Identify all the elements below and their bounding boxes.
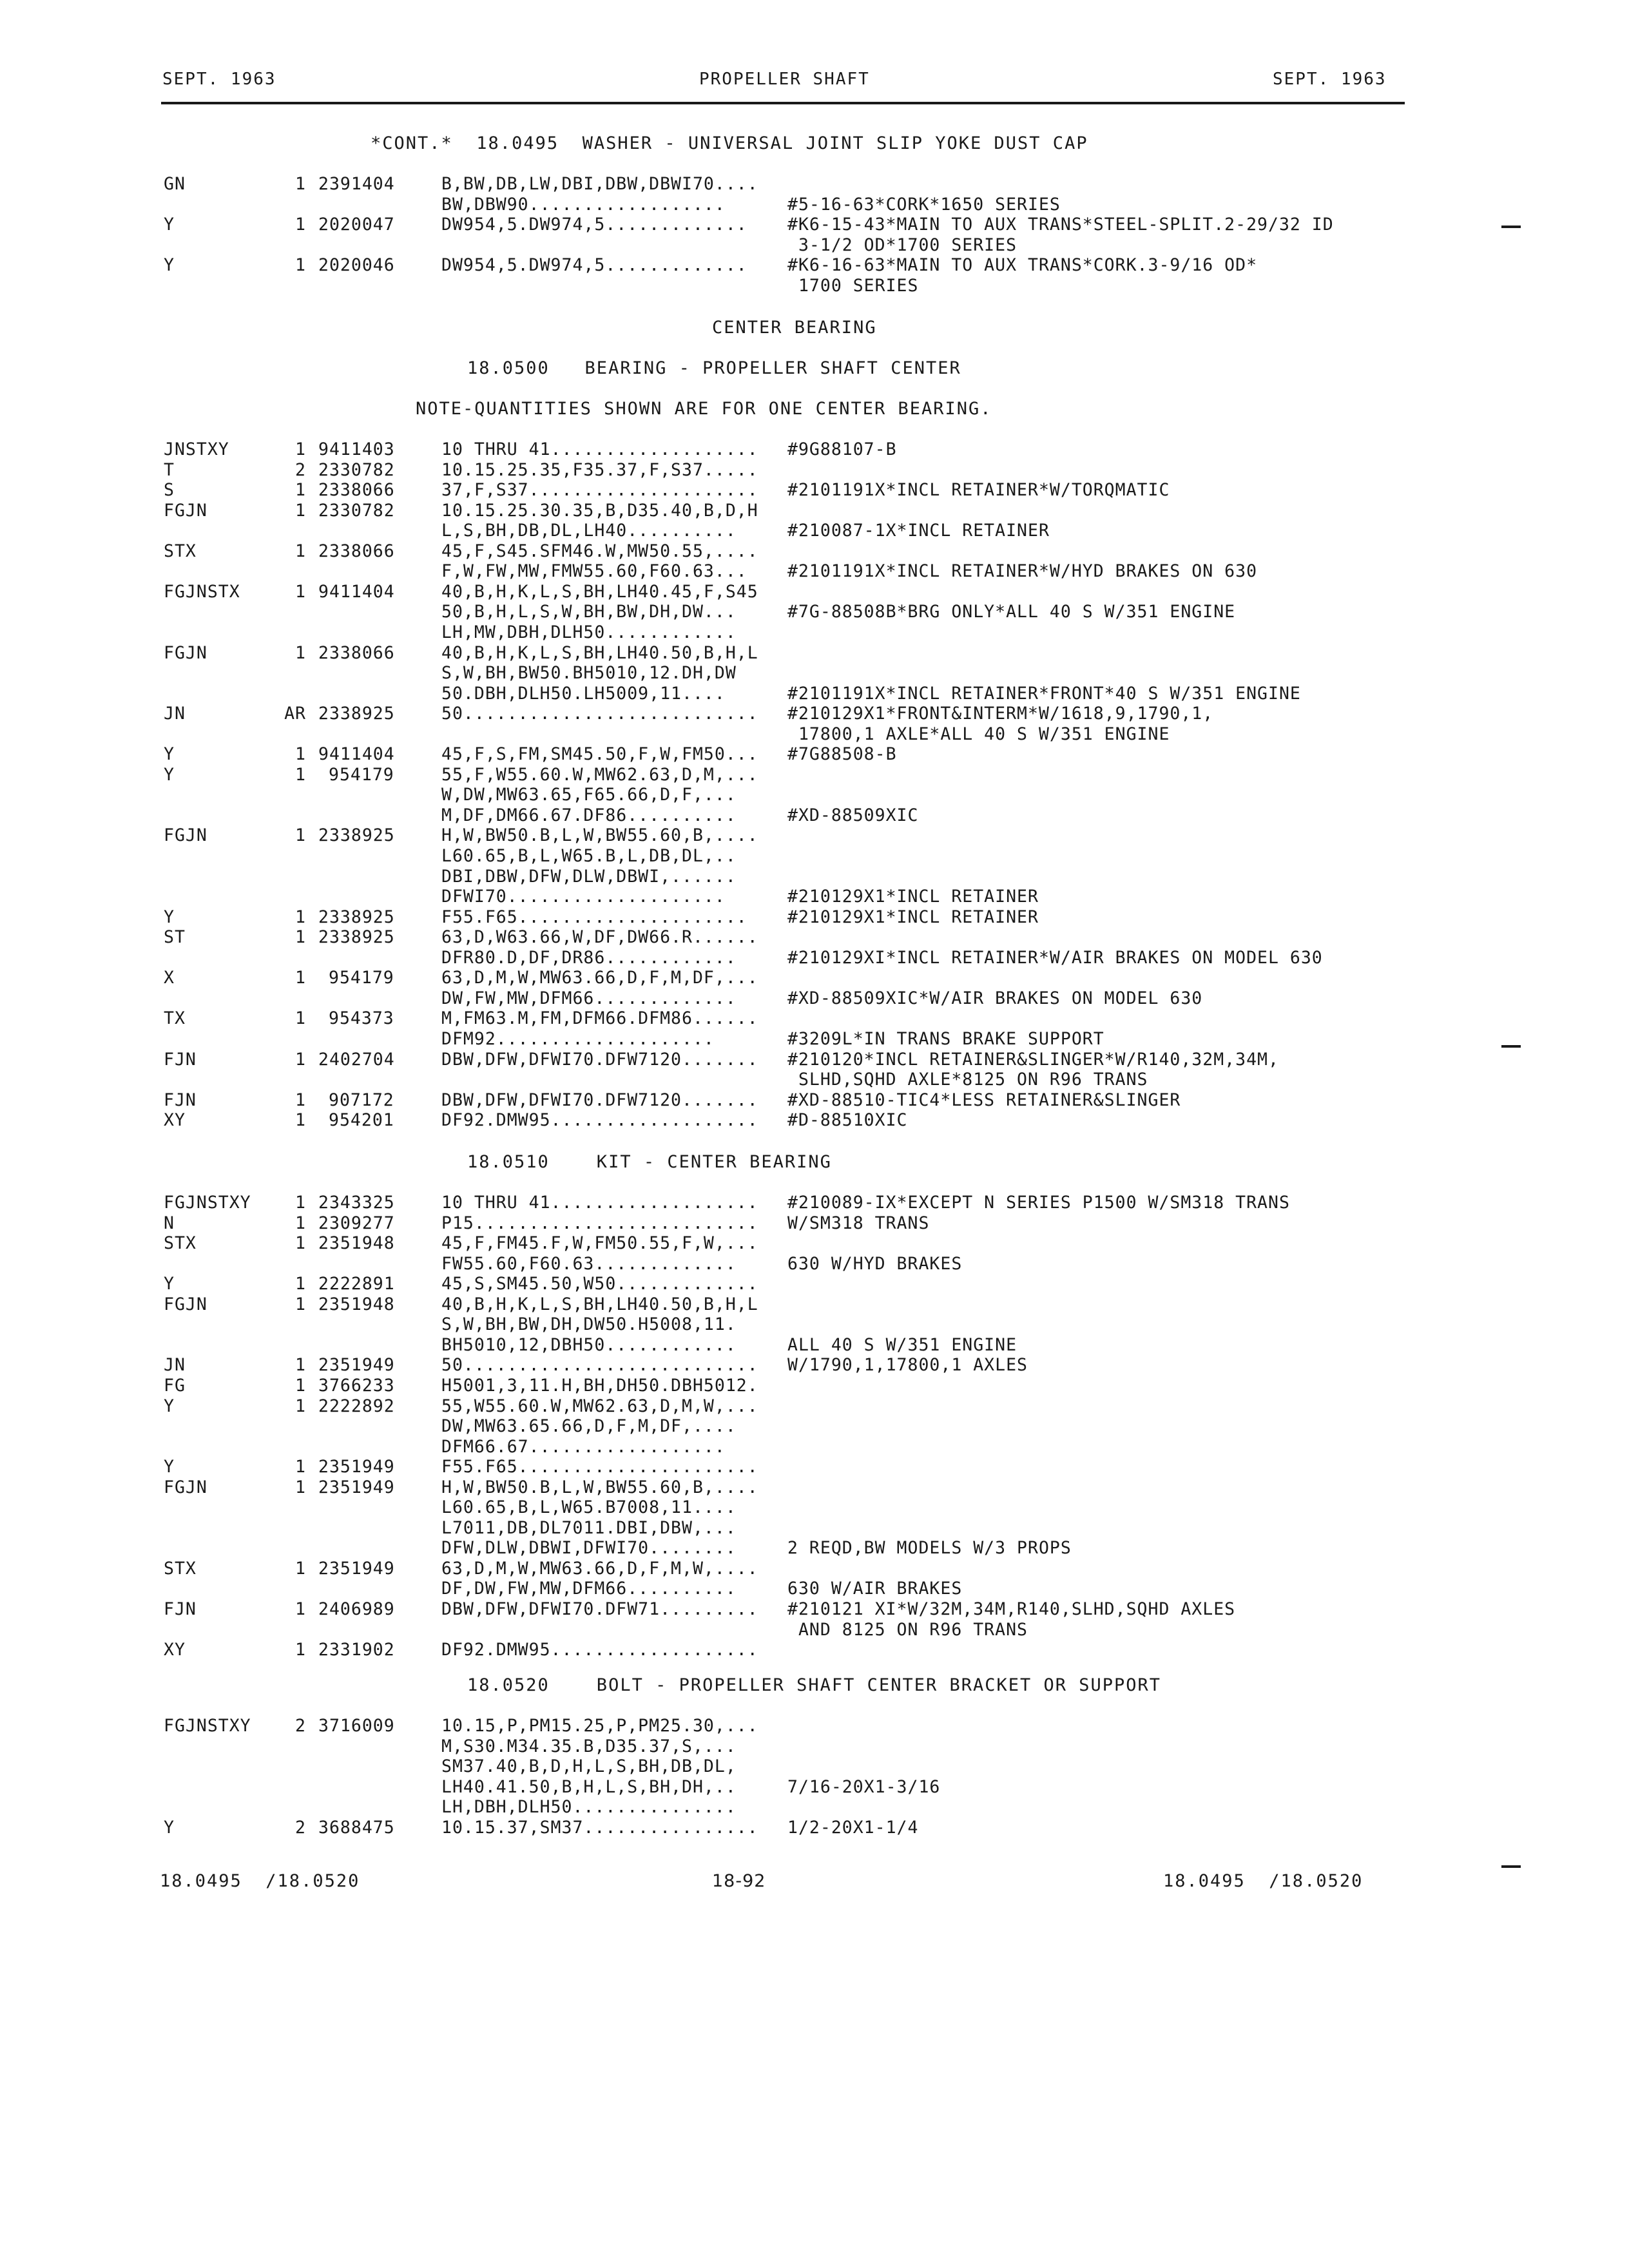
quantity: 1 (295, 439, 306, 459)
model-code: Y (164, 764, 175, 785)
catalog-row (0, 1716, 1629, 1736)
part-note: #3209L*IN TRANS BRAKE SUPPORT (787, 1028, 1104, 1049)
catalog-row (0, 1777, 1629, 1798)
catalog-row (0, 1029, 1629, 1050)
usage-list: BW,DBW90.................. (441, 194, 726, 215)
catalog-row (0, 501, 1629, 521)
usage-list: DBW,DFW,DFWI70.DFW71......... (441, 1599, 758, 1619)
part-note: SLHD,SQHD AXLE*8125 ON R96 TRANS (787, 1070, 1148, 1090)
usage-list: FW55.60,F60.63............. (441, 1253, 737, 1274)
catalog-row (0, 1008, 1629, 1029)
catalog-row (0, 704, 1629, 724)
model-code: JNSTXY (164, 439, 229, 459)
catalog-row (0, 1213, 1629, 1234)
quantity: 1 (295, 1193, 306, 1213)
part-note: #210121 XI*W/32M,34M,R140,SLHD,SQHD AXLES (787, 1599, 1236, 1619)
part-number: 2351948 (318, 1294, 395, 1314)
quantity: 1 (295, 1355, 306, 1376)
catalog-row (0, 582, 1629, 602)
usage-list: 10 THRU 41................... (441, 439, 758, 459)
catalog-row (0, 1110, 1629, 1131)
part-note: #2101191X*INCL RETAINER*W/TORQMATIC (787, 480, 1170, 501)
usage-list: B,BW,DB,LW,DBI,DBW,DBWI70.... (441, 174, 758, 194)
usage-list: W,DW,MW63.65,F65.66,D,F,... (441, 785, 737, 805)
catalog-row (0, 785, 1629, 805)
part-note: #210120*INCL RETAINER&SLINGER*W/R140,32M,34M, (787, 1049, 1279, 1070)
catalog-row (0, 968, 1629, 988)
quantity: 1 (295, 255, 306, 276)
catalog-row (0, 1457, 1629, 1477)
model-code: FGJN (164, 1477, 207, 1497)
usage-list: 40,B,H,K,L,S,BH,LH40.50,B,H,L (441, 642, 758, 663)
part-note: #210129XI*INCL RETAINER*W/AIR BRAKES ON MODEL 630 (787, 947, 1323, 968)
catalog-row (0, 521, 1629, 541)
model-code: FG (164, 1375, 186, 1396)
usage-list: 50,B,H,L,S,W,BH,BW,DH,DW... (441, 602, 737, 622)
usage-list: 45,S,SM45.50,W50............. (441, 1274, 758, 1294)
model-code: Y (164, 1274, 175, 1294)
model-code: FGJN (164, 642, 207, 663)
catalog-row (0, 927, 1629, 948)
footer-left-range: 18.0495 /18.0520 (160, 1871, 360, 1891)
part-number: 2338066 (318, 541, 395, 561)
usage-list: DBW,DFW,DFWI70.DFW7120....... (441, 1090, 758, 1110)
catalog-row (0, 1797, 1629, 1818)
catalog-row (0, 907, 1629, 928)
catalog-row (0, 439, 1629, 460)
model-code: FJN (164, 1599, 197, 1619)
section-heading: *CONT.* 18.0495 WASHER - UNIVERSAL JOINT SLIP YOKE DUST CAP (371, 133, 1088, 153)
part-number: 2338066 (318, 480, 395, 501)
catalog-row (0, 1254, 1629, 1274)
model-code: Y (164, 255, 175, 276)
usage-list: DW954,5.DW974,5............. (441, 215, 747, 235)
usage-list: 50........................... (441, 704, 758, 724)
catalog-row (0, 805, 1629, 826)
quantity: 1 (295, 825, 306, 846)
usage-list: H5001,3,11.H,BH,DH50.DBH5012. (441, 1375, 758, 1396)
part-number: 954179 (329, 968, 394, 988)
usage-list: DFWI70.................... (441, 887, 726, 907)
quantity: 2 (295, 459, 306, 480)
quantity: 1 (295, 1640, 306, 1660)
catalog-row (0, 1579, 1629, 1599)
usage-list: DFW,DLW,DBWI,DFWI70........ (441, 1538, 737, 1559)
usage-list: F55.F65...................... (441, 1457, 758, 1477)
usage-list: DFR80.D,DF,DR86............ (441, 947, 737, 968)
usage-list: DF,DW,FW,MW,DFM66.......... (441, 1579, 737, 1599)
model-code: X (164, 968, 175, 988)
catalog-row (0, 602, 1629, 622)
catalog-row (0, 1620, 1629, 1640)
part-number: 2222891 (318, 1274, 395, 1294)
part-number: 2351949 (318, 1558, 395, 1579)
part-number: 954373 (329, 1008, 394, 1029)
model-code: FGJNSTX (164, 581, 240, 602)
model-code: N (164, 1213, 175, 1233)
quantity: 1 (295, 581, 306, 602)
model-code: FGJN (164, 500, 207, 521)
quantity: 1 (295, 500, 306, 521)
part-note: 1/2-20X1-1/4 (787, 1817, 919, 1838)
quantity: 1 (295, 1049, 306, 1070)
catalog-row (0, 1070, 1629, 1090)
part-note: #7G88508-B (787, 744, 897, 765)
quantity: 1 (295, 215, 306, 235)
catalog-row (0, 1376, 1629, 1396)
quantity: 1 (295, 1213, 306, 1233)
part-number: 2402704 (318, 1049, 395, 1070)
quantity: 1 (295, 174, 306, 194)
usage-list: M,S30.M34.35.B,D35.37,S,... (441, 1736, 737, 1756)
quantity: 1 (295, 642, 306, 663)
quantity: 1 (295, 1274, 306, 1294)
catalog-row (0, 1274, 1629, 1294)
usage-list: DW,FW,MW,DFM66............. (441, 988, 737, 1008)
quantity: 1 (295, 1396, 306, 1416)
catalog-row (0, 1233, 1629, 1254)
model-code: T (164, 459, 175, 480)
section-heading: NOTE-QUANTITIES SHOWN ARE FOR ONE CENTER BEARING. (416, 399, 992, 419)
usage-list: 10 THRU 41................... (441, 1193, 758, 1213)
model-code: FGJNSTXY (164, 1193, 251, 1213)
quantity: 2 (295, 1817, 306, 1838)
part-number: 2338925 (318, 825, 395, 846)
catalog-row (0, 1193, 1629, 1213)
part-note: AND 8125 ON R96 TRANS (787, 1619, 1028, 1640)
part-number: 2330782 (318, 459, 395, 480)
catalog-row (0, 622, 1629, 643)
catalog-row (0, 744, 1629, 765)
part-note: #XD-88510-TIC4*LESS RETAINER&SLINGER (787, 1090, 1181, 1110)
usage-list: 10.15.37,SM37................ (441, 1817, 758, 1838)
catalog-row (0, 765, 1629, 785)
quantity: 1 (295, 1008, 306, 1029)
catalog-row (0, 867, 1629, 887)
usage-list: 50.DBH,DLH50.LH5009,11.... (441, 683, 726, 704)
usage-list: H,W,BW50.B,L,W,BW55.60,B,.... (441, 1477, 758, 1497)
part-note: #210129X1*INCL RETAINER (787, 907, 1039, 927)
model-code: Y (164, 907, 175, 927)
header-rule (161, 102, 1405, 104)
catalog-row (0, 1416, 1629, 1437)
model-code: ST (164, 927, 186, 948)
usage-list: M,DF,DM66.67.DF86.......... (441, 805, 737, 825)
catalog-row (0, 887, 1629, 907)
part-number: 2391404 (318, 174, 395, 194)
quantity: 1 (295, 744, 306, 765)
section-heading: 18.0510 KIT - CENTER BEARING (467, 1152, 832, 1172)
usage-list: LH40.41.50,B,H,L,S,BH,DH,.. (441, 1776, 737, 1797)
usage-list: 63,D,W63.66,W,DF,DW66.R...... (441, 927, 758, 948)
footer-page-number: 18-92 (712, 1871, 766, 1891)
part-note: W/1790,1,17800,1 AXLES (787, 1355, 1028, 1376)
catalog-row (0, 1090, 1629, 1111)
catalog-row (0, 195, 1629, 215)
catalog-row (0, 255, 1629, 276)
header-title: PROPELLER SHAFT (699, 70, 870, 89)
margin-mark (1501, 1045, 1521, 1048)
margin-mark (1501, 1865, 1521, 1868)
part-note: #D-88510XIC (787, 1110, 908, 1131)
part-note: #2101191X*INCL RETAINER*W/HYD BRAKES ON 630 (787, 561, 1258, 582)
footer-right-range: 18.0495 /18.0520 (1163, 1871, 1364, 1891)
usage-list: S,W,BH,BW,DH,DW50.H5008,11. (441, 1314, 737, 1335)
part-number: 3766233 (318, 1375, 395, 1396)
section-heading: 18.0520 BOLT - PROPELLER SHAFT CENTER BRACKET OR SUPPORT (467, 1675, 1162, 1695)
catalog-row (0, 1756, 1629, 1777)
catalog-row (0, 480, 1629, 501)
usage-list: 10.15,P,PM15.25,P,PM25.30,... (441, 1716, 758, 1736)
catalog-row (0, 948, 1629, 968)
part-note: 630 W/AIR BRAKES (787, 1579, 963, 1599)
usage-list: DFM66.67.................. (441, 1436, 726, 1457)
catalog-row (0, 1477, 1629, 1498)
model-code: STX (164, 1233, 197, 1254)
part-note: #2101191X*INCL RETAINER*FRONT*40 S W/351 ENGINE (787, 683, 1301, 704)
catalog-row (0, 561, 1629, 582)
model-code: FJN (164, 1049, 197, 1070)
usage-list: H,W,BW50.B,L,W,BW55.60,B,.... (441, 825, 758, 846)
part-note: 1700 SERIES (787, 275, 919, 296)
part-note: 2 REQD,BW MODELS W/3 PROPS (787, 1538, 1072, 1559)
part-note: ALL 40 S W/351 ENGINE (787, 1334, 1017, 1355)
quantity: 1 (295, 1110, 306, 1131)
usage-list: F,W,FW,MW,FMW55.60,F60.63... (441, 561, 747, 582)
catalog-row (0, 1559, 1629, 1579)
usage-list: LH,MW,DBH,DLH50............ (441, 622, 737, 642)
catalog-row (0, 663, 1629, 684)
quantity: 1 (295, 968, 306, 988)
section-heading: CENTER BEARING (712, 318, 877, 338)
usage-list: SM37.40,B,D,H,L,S,BH,DB,DL, (441, 1756, 737, 1777)
quantity: 1 (295, 1477, 306, 1497)
usage-list: L,S,BH,DB,DL,LH40.......... (441, 521, 737, 541)
model-code: Y (164, 1817, 175, 1838)
part-number: 2309277 (318, 1213, 395, 1233)
usage-list: P15.......................... (441, 1213, 758, 1233)
usage-list: 45,F,S45.SFM46.W,MW50.55,.... (441, 541, 758, 561)
quantity: 1 (295, 764, 306, 785)
part-number: 2338066 (318, 642, 395, 663)
quantity: 1 (295, 541, 306, 561)
part-note: #9G88107-B (787, 439, 897, 459)
quantity: 2 (295, 1716, 306, 1736)
part-number: 907172 (329, 1090, 394, 1110)
model-code: XY (164, 1640, 186, 1660)
usage-list: 37,F,S37..................... (441, 480, 758, 501)
quantity: 1 (295, 1090, 306, 1110)
part-number: 2406989 (318, 1599, 395, 1619)
part-note: #K6-15-43*MAIN TO AUX TRANS*STEEL-SPLIT.2-29/32 ID (787, 215, 1334, 235)
model-code: Y (164, 744, 175, 765)
usage-list: M,FM63.M,FM,DFM66.DFM86...... (441, 1008, 758, 1029)
part-number: 3716009 (318, 1716, 395, 1736)
part-number: 3688475 (318, 1817, 395, 1838)
catalog-row (0, 1335, 1629, 1356)
model-code: STX (164, 541, 197, 561)
usage-list: L60.65,B,L,W65.B7008,11.... (441, 1497, 737, 1518)
catalog-row (0, 1396, 1629, 1417)
catalog-row (0, 235, 1629, 256)
part-note: 7/16-20X1-3/16 (787, 1776, 941, 1797)
catalog-row (0, 1497, 1629, 1518)
part-note: 3-1/2 OD*1700 SERIES (787, 235, 1017, 255)
catalog-row (0, 460, 1629, 481)
usage-list: S,W,BH,BW50.BH5010,12.DH,DW (441, 663, 737, 684)
usage-list: DF92.DMW95................... (441, 1640, 758, 1660)
model-code: FJN (164, 1090, 197, 1110)
model-code: TX (164, 1008, 186, 1029)
part-number: 9411404 (318, 744, 395, 765)
usage-list: 63,D,M,W,MW63.66,D,F,M,W,.... (441, 1558, 758, 1579)
part-note: #210089-IX*EXCEPT N SERIES P1500 W/SM318 TRANS (787, 1193, 1290, 1213)
quantity: 1 (295, 927, 306, 948)
part-number: 2330782 (318, 500, 395, 521)
usage-list: 10.15.25.35,F35.37,F,S37..... (441, 459, 758, 480)
model-code: FGJNSTXY (164, 1716, 251, 1736)
part-number: 9411404 (318, 581, 395, 602)
part-number: 2331902 (318, 1640, 395, 1660)
part-note: #210129X1*INCL RETAINER (787, 887, 1039, 907)
margin-mark (1501, 226, 1521, 228)
usage-list: BH5010,12,DBH50............ (441, 1334, 737, 1355)
quantity: 1 (295, 1558, 306, 1579)
header-right-date: SEPT. 1963 (1273, 70, 1387, 89)
usage-list: 45,F,FM45.F,W,FM50.55,F,W,... (441, 1233, 758, 1254)
catalog-row (0, 1355, 1629, 1376)
part-number: 2020046 (318, 255, 395, 276)
quantity: 1 (295, 480, 306, 501)
model-code: STX (164, 1558, 197, 1579)
catalog-row (0, 1314, 1629, 1335)
model-code: FGJN (164, 1294, 207, 1314)
quantity: 1 (295, 1375, 306, 1396)
catalog-row (0, 846, 1629, 867)
catalog-row (0, 276, 1629, 296)
model-code: XY (164, 1110, 186, 1131)
part-number: 2338925 (318, 704, 395, 724)
header-left-date: SEPT. 1963 (162, 70, 276, 89)
usage-list: 40,B,H,K,L,S,BH,LH40.45,F,S45 (441, 581, 758, 602)
part-note: #210129X1*FRONT&INTERM*W/1618,9,1790,1, (787, 704, 1214, 724)
model-code: FGJN (164, 825, 207, 846)
part-number: 2338925 (318, 907, 395, 927)
part-note: 630 W/HYD BRAKES (787, 1253, 963, 1274)
part-note: #XD-88509XIC*W/AIR BRAKES ON MODEL 630 (787, 988, 1203, 1008)
catalog-row (0, 1599, 1629, 1620)
usage-list: 40,B,H,K,L,S,BH,LH40.50,B,H,L (441, 1294, 758, 1314)
part-note: #210087-1X*INCL RETAINER (787, 521, 1050, 541)
model-code: Y (164, 215, 175, 235)
catalog-row (0, 643, 1629, 664)
part-number: 2338925 (318, 927, 395, 948)
part-note: #7G-88508B*BRG ONLY*ALL 40 S W/351 ENGINE (787, 602, 1236, 622)
part-number: 954179 (329, 764, 394, 785)
model-code: Y (164, 1457, 175, 1477)
quantity: 1 (295, 1457, 306, 1477)
quantity: 1 (295, 1599, 306, 1619)
catalog-row (0, 684, 1629, 704)
usage-list: L7011,DB,DL7011.DBI,DBW,... (441, 1517, 737, 1538)
model-code: GN (164, 174, 186, 194)
quantity: 1 (295, 907, 306, 927)
quantity: 1 (295, 1233, 306, 1254)
catalog-row (0, 1818, 1629, 1838)
catalog-row (0, 1736, 1629, 1757)
part-number: 2351949 (318, 1477, 395, 1497)
part-number: 2343325 (318, 1193, 395, 1213)
quantity: 1 (295, 1294, 306, 1314)
usage-list: DW954,5.DW974,5............. (441, 255, 747, 276)
catalog-row (0, 988, 1629, 1009)
usage-list: LH,DBH,DLH50............... (441, 1797, 737, 1818)
part-number: 2351949 (318, 1355, 395, 1376)
usage-list: DFM92.................... (441, 1028, 715, 1049)
usage-list: 63,D,M,W,MW63.66,D,F,M,DF,... (441, 968, 758, 988)
part-number: 954201 (329, 1110, 394, 1131)
usage-list: DBI,DBW,DFW,DLW,DBWI,...... (441, 866, 737, 887)
usage-list: DW,MW63.65.66,D,F,M,DF,.... (441, 1416, 737, 1437)
catalog-row (0, 1050, 1629, 1070)
usage-list: 55,F,W55.60.W,MW62.63,D,M,... (441, 764, 758, 785)
usage-list: 10.15.25.30.35,B,D35.40,B,D,H (441, 500, 758, 521)
quantity: AR (284, 704, 306, 724)
usage-list: DF92.DMW95................... (441, 1110, 758, 1131)
part-note: #K6-16-63*MAIN TO AUX TRANS*CORK.3-9/16 OD* (787, 255, 1258, 276)
model-code: JN (164, 704, 186, 724)
usage-list: 45,F,S,FM,SM45.50,F,W,FM50... (441, 744, 758, 765)
part-note: #XD-88509XIC (787, 805, 919, 825)
usage-list: DBW,DFW,DFWI70.DFW7120....... (441, 1049, 758, 1070)
part-note: #5-16-63*CORK*1650 SERIES (787, 194, 1061, 215)
catalog-row (0, 541, 1629, 562)
section-heading: 18.0500 BEARING - PROPELLER SHAFT CENTER (467, 358, 961, 378)
catalog-row (0, 724, 1629, 745)
usage-list: 55,W55.60.W,MW62.63,D,M,W,... (441, 1396, 758, 1416)
usage-list: 50........................... (441, 1355, 758, 1376)
catalog-row (0, 1294, 1629, 1315)
catalog-row (0, 1640, 1629, 1660)
part-number: 2351948 (318, 1233, 395, 1254)
model-code: Y (164, 1396, 175, 1416)
catalog-row (0, 1437, 1629, 1457)
part-note: 17800,1 AXLE*ALL 40 S W/351 ENGINE (787, 724, 1170, 744)
part-note: W/SM318 TRANS (787, 1213, 930, 1233)
model-code: S (164, 480, 175, 501)
catalog-row (0, 825, 1629, 846)
part-number: 2351949 (318, 1457, 395, 1477)
part-number: 2222892 (318, 1396, 395, 1416)
usage-list: F55.F65..................... (441, 907, 747, 927)
part-number: 2020047 (318, 215, 395, 235)
catalog-row (0, 215, 1629, 235)
part-number: 9411403 (318, 439, 395, 459)
catalog-row (0, 174, 1629, 195)
usage-list: L60.65,B,L,W65.B,L,DB,DL,.. (441, 846, 737, 866)
model-code: JN (164, 1355, 186, 1376)
catalog-row (0, 1518, 1629, 1539)
catalog-row (0, 1538, 1629, 1559)
